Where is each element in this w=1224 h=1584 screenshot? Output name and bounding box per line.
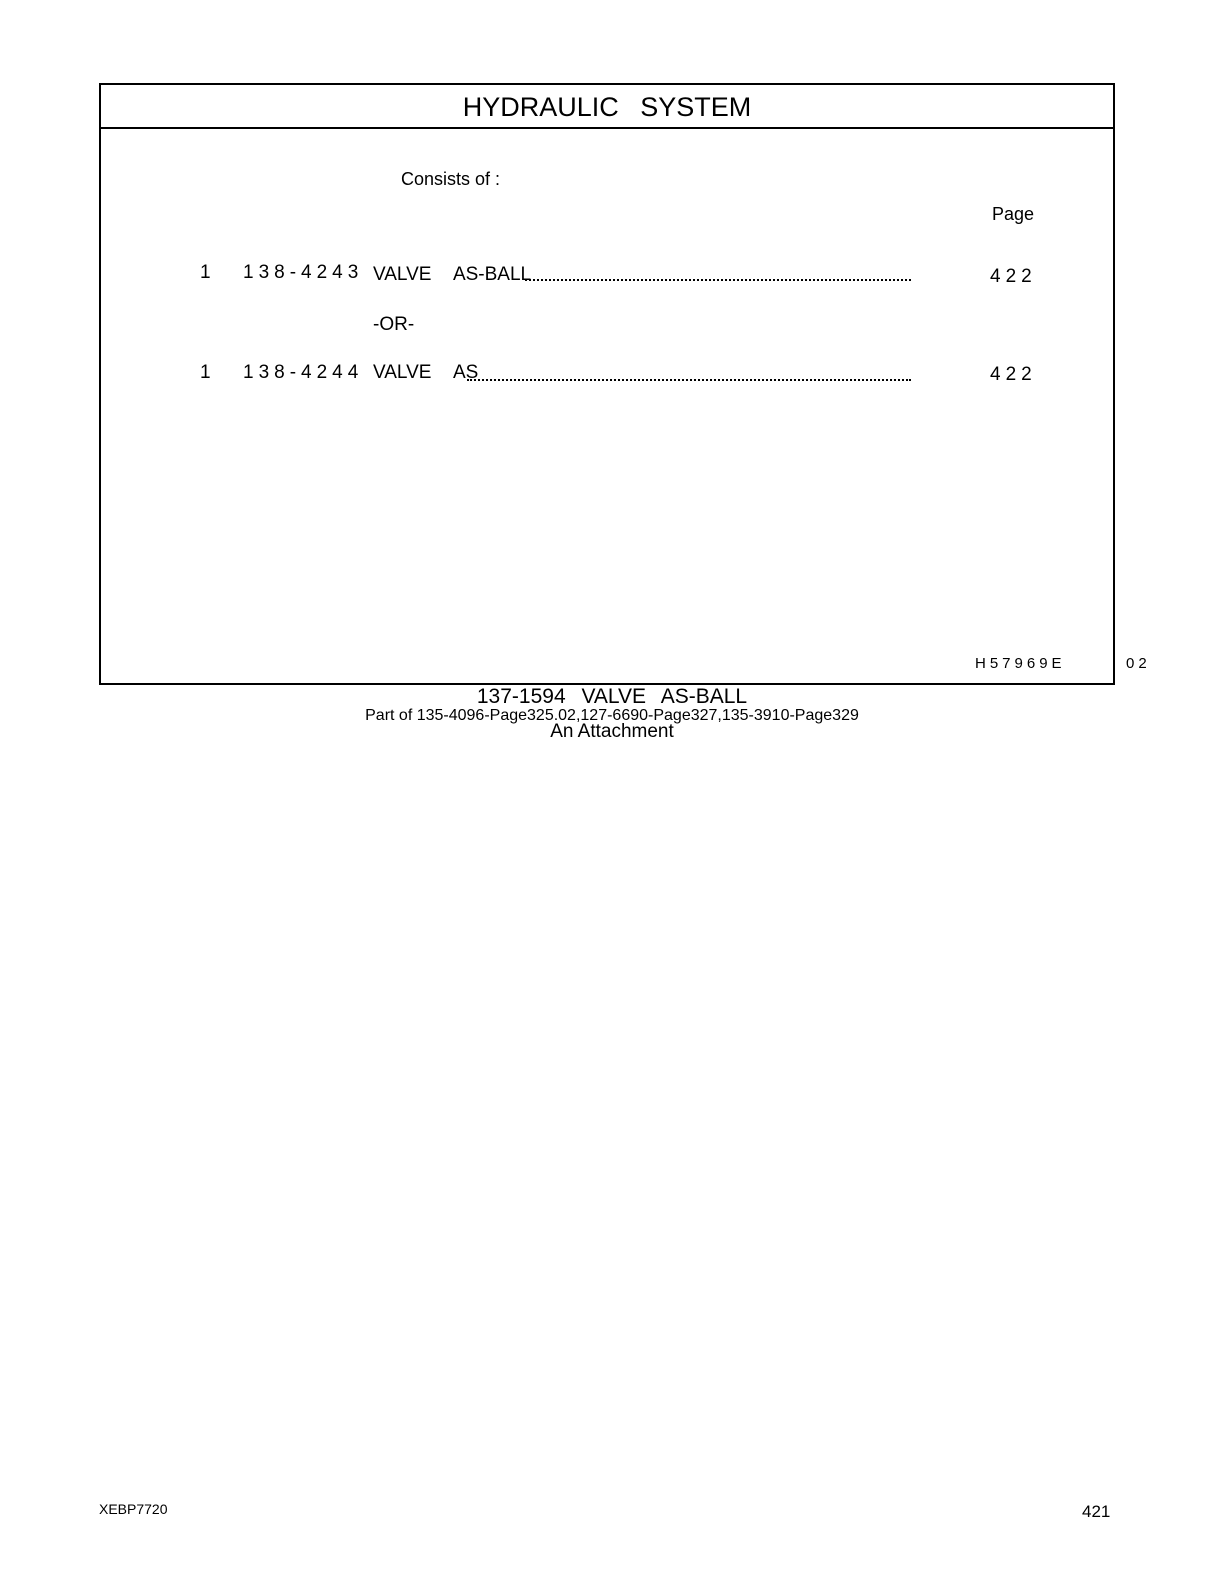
drawing-id: H57969E 02 — [975, 655, 1151, 672]
caption-note: An Attachment — [550, 721, 674, 742]
page-number: 421 — [1082, 1502, 1111, 1521]
item-part-number: 138-4244 — [243, 362, 364, 383]
item-qty: 1 — [200, 262, 211, 283]
item-part-number: 138-4243 — [243, 262, 364, 283]
item-page-ref: 422 — [990, 266, 1037, 287]
page-column-header: Page — [992, 204, 1035, 224]
document-code: XEBP7720 — [99, 1501, 168, 1517]
item-description: VALVE AS-BALL — [373, 264, 532, 285]
caption-part-of: Part of 135-4096-Page325.02,127-6690-Page327,135-3910-Page329 — [365, 707, 859, 724]
item-description: VALVE AS — [373, 362, 479, 383]
alternative-label: -OR- — [373, 314, 415, 335]
item-qty: 1 — [200, 362, 211, 383]
leader-dots — [525, 265, 911, 281]
consists-label: Consists of : — [401, 169, 501, 189]
caption-title: 137-1594 VALVE AS-BALL — [476, 685, 748, 708]
item-page-ref: 422 — [990, 364, 1037, 385]
section-title: HYDRAULIC SYSTEM — [462, 92, 752, 122]
parts-frame — [99, 83, 1151, 685]
leader-dots — [467, 365, 911, 381]
frame-header — [101, 85, 1113, 129]
